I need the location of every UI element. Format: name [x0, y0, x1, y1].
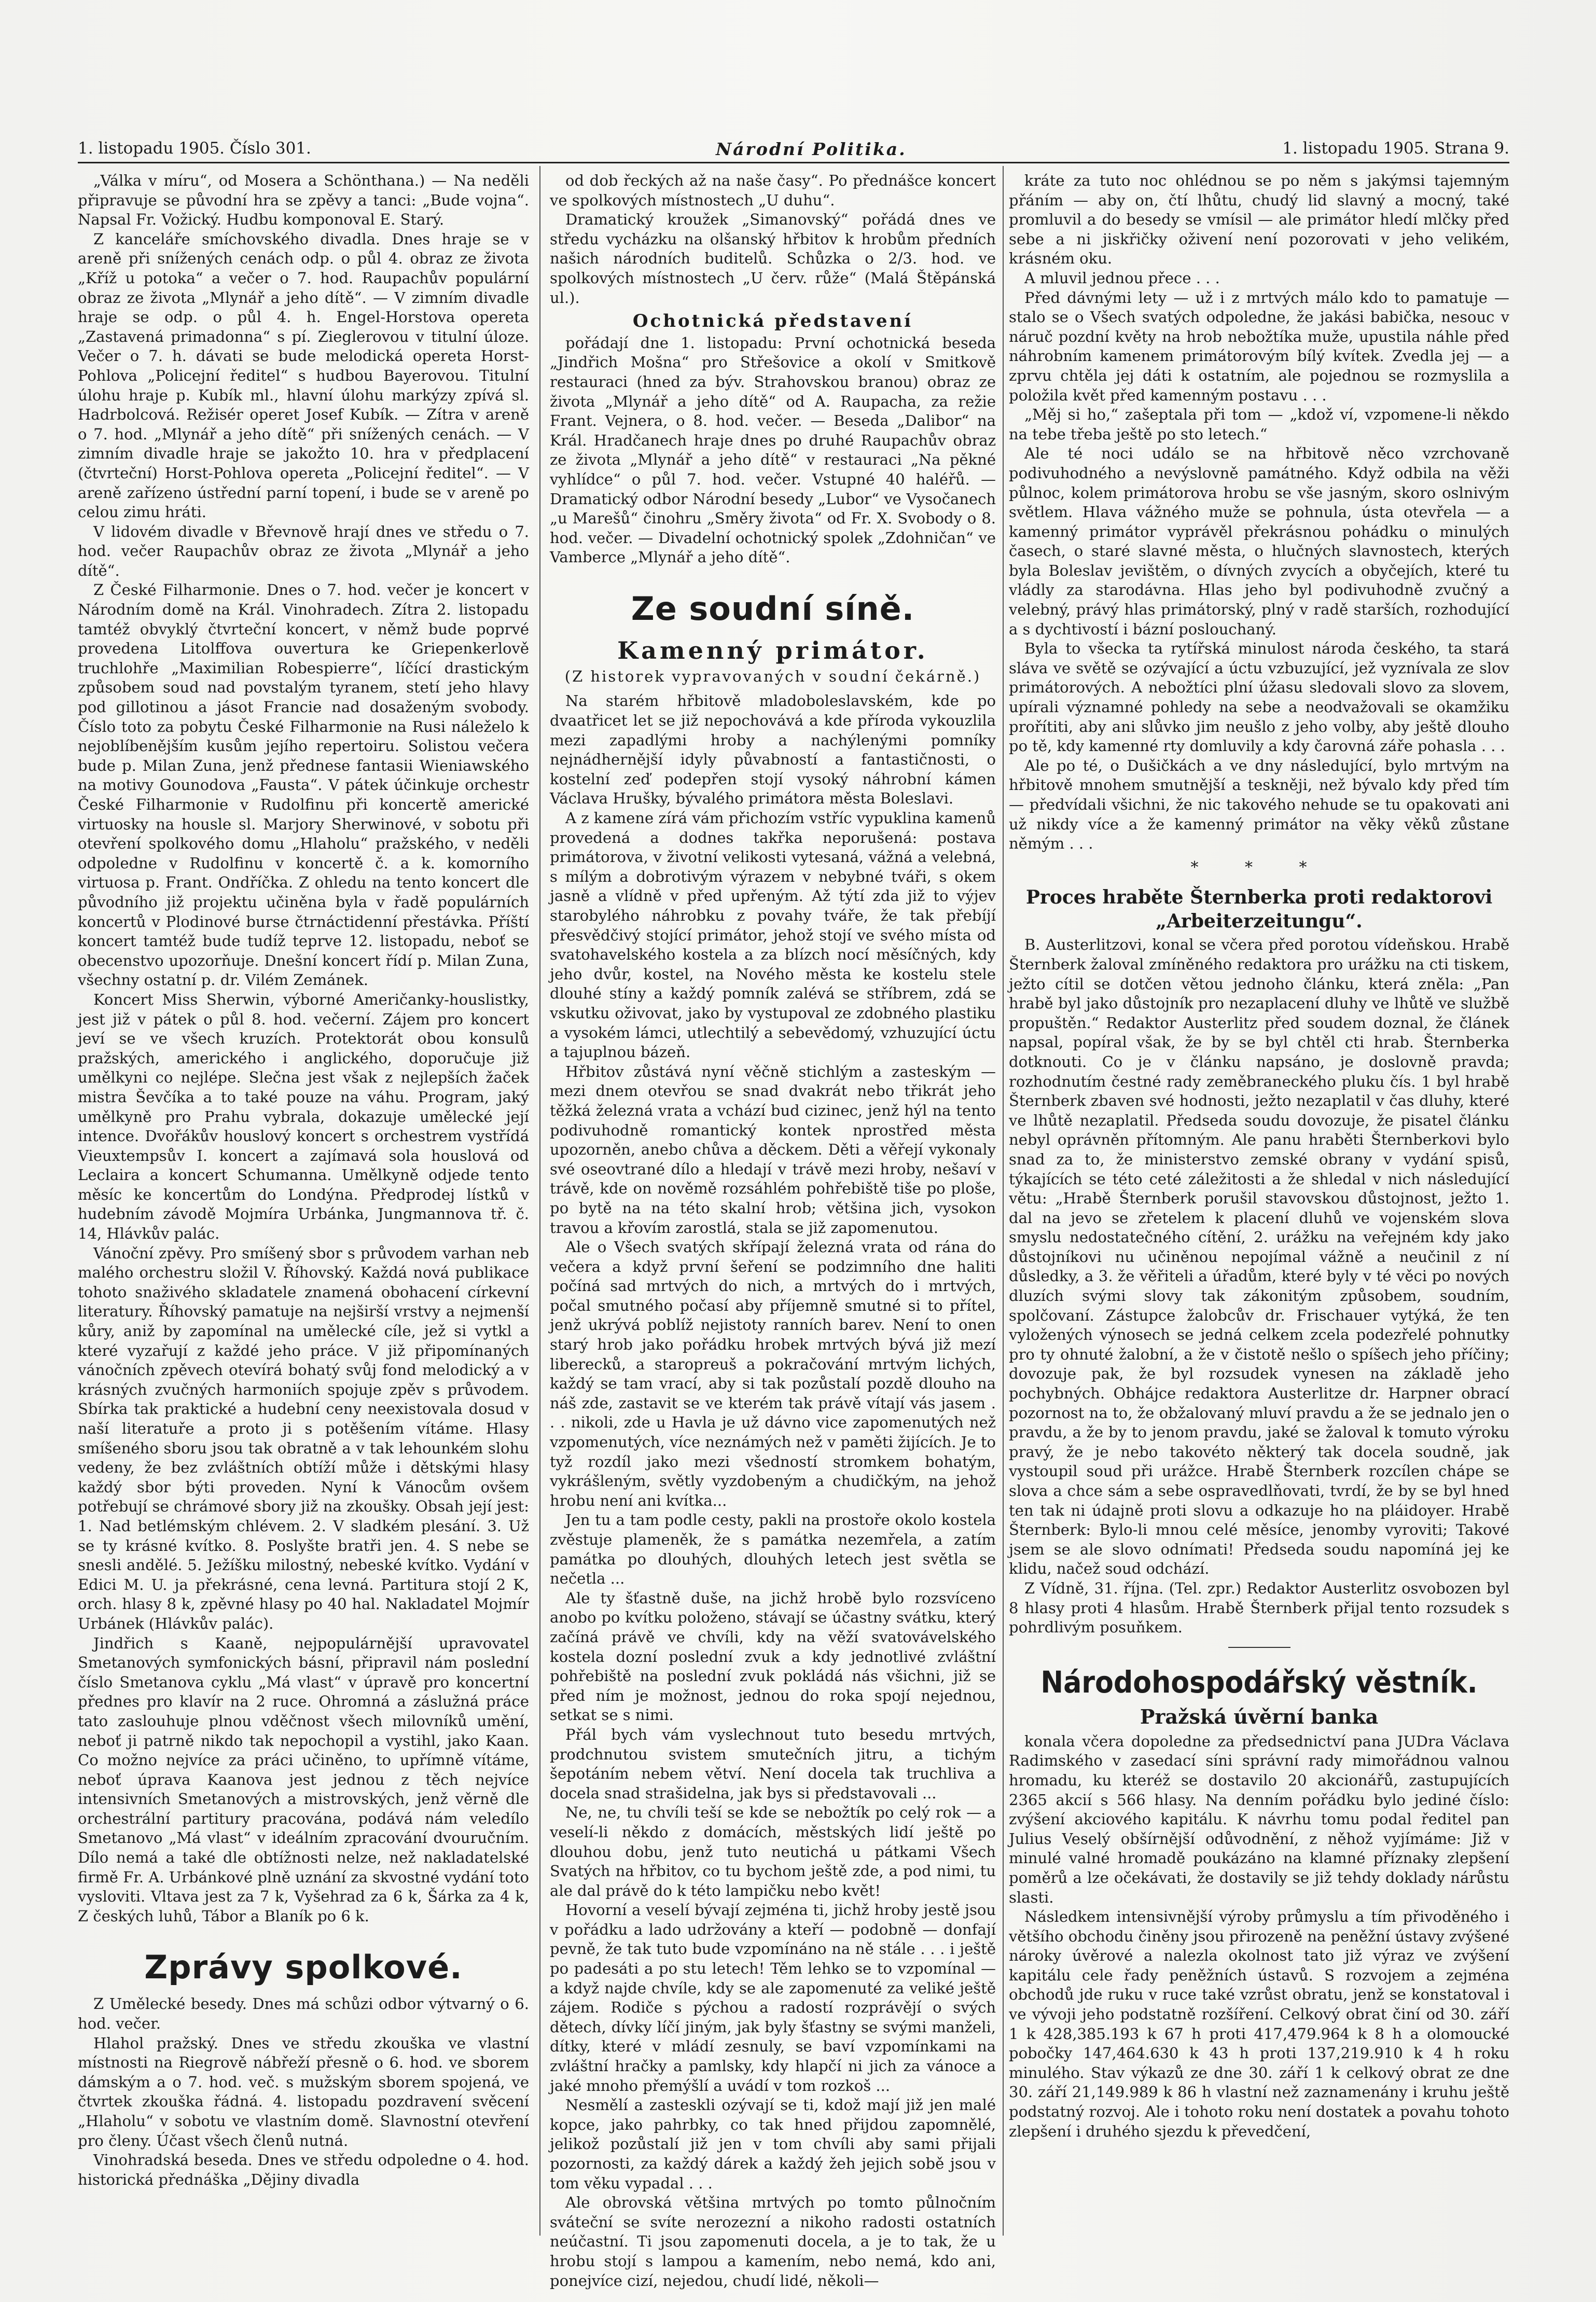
- article-paragraph: Z kanceláře smíchovského divadla. Dnes hraje se v areně při snížených cenách odp. o půl 4. obraz ze života „Kříž u potoka“ a večer o 7. hod. Raupachův populární obraz ze života „Mlynář a jeho dítě“. — V zimním divadle hraje se odp. o půl 4. h. Engel-Horstova opereta „Zastavená primadonna“ s pí. Zieglerovou v titulní úloze. Večer o 7. h. dávati se bude melodická opereta Horst-Pohlova „Policejní ředitel“ s hudbou Bayerovou. Titulní úlohu hraje p. Kubík ml., hlavní úlohu markýzy zpívá sl. Hadrbolcová. Režisér operet Josef Kubík. — Zítra v areně o 7. hod. „Mlynář a jeho dítě“ při snížených cenách. — V zimním divadle hraje se jakožto 10. hra v předplacení (čtvrteční) Horst-Pohlova opereta „Policejní ředitel“. — V areně zařízeno ústřední parní topení, i bude se v areně po celou zimu hráti.: [78, 230, 529, 521]
- article-paragraph: Přál bych vám vyslechnout tuto besedu mrtvých, prodchnutou svistem smutečních jitru, a tichým šepotáním nebem větví. Není docela tak truchliva a docela snad strašidelna, jak bys si představovali ...: [550, 1725, 996, 1802]
- article-paragraph: Jindřich s Kaaně, nejpopulárnější upravovatel Smetanových symfonických básní, připravil nám poslední číslo Smetanova cyklu „Má vlast“ v úpravě pro koncertní přednes pro klavír na 2 ruce. Ohromná a záslužná práce tato zaslouhuje plnou vděčnost všech milovníků umění, neboť ji patrně nikdo tak nepochopil a vystihl, jako Kaan. Co možno nejvíce za práci učiněno, to upřímně vítáme, neboť úprava Kaanova jest jednou z těch nejvíce intensivních Smetanových a mistrovských, jenž věrně dle orchestrální partitury pracována, podává nám veledílo Smetanovo „Má vlast“ v ideálním zpracování dvouručním. Dílo nemá a také dle obtížnosti nelze, než nakladatelské firmě Fr. A. Urbánkové plně uznání za skvostné vydání toto vysloviti. Vltava jest za 7 k, Vyšehrad za 6 k, Šárka za 4 k, Z českých luhů, Tábor a Blaník po 6 k.: [78, 1634, 530, 1925]
- article-paragraph: Hovorní a veselí bývají zejména ti, jichž hroby jestě jsou v pořádku a lado udržovány a kteří — podobně — donfají pevně, že tak tuto bude vzpomínáno na ně stále . . . i ještě po padesáti a po stu letech! Těm lehko se to vzpomínal — a když najde chvíle, kdy se ale zapomenuté za veliké ještě zájem. Rodiče s pýchou a radostí rozprávějí o svých dětech, dívky líčí jiným, jak byly šťastny se svými manželi, dítky, které v mládí zesnuly, se baví vzpomínkami na zvláštní hračky a pamlsky, kdy hlapčí ni jich za vánoce a jaké mnoho přemýšlí a uvádí v tom rozkoš ...: [550, 1901, 996, 2095]
- article-paragraph: Ale po té, o Dušičkách a ve dny následující, bylo mrtvým na hřbitově mnohem smutnější a teskněji, než bývalo kdy před tím — předvídali všichni, že nic takového nehude se tu opakovati ani už nikdy více a že kamenný primátor na věky věků zůstane němým . . .: [1009, 756, 1509, 853]
- article-paragraph: konala včera dopoledne za předsednictví pana JUDra Václava Radimského v zasedací síni správní rady mimořádnou valnou hromadu, ku kteréž se dostavilo 20 akcionářů, zastupujících 2365 akcií s 566 hlasy. Na denním pořádku bylo jediné číslo: zvýšení akciového kapitálu. K návrhu tomu podal ředitel pan Julius Veselý obšírnější odůvodnění, z něhož vyjímáme: Již v minulé valné hromadě poukázáno na klamné příznaky zlepšení poměrů a lze očekávati, že dostavily se již tehdy doklady nárůstu slasti.: [1009, 1732, 1509, 1906]
- article-paragraph: Hlahol pražský. Dnes ve středu zkouška ve vlastní místnosti na Riegrově nábřeží přesně o 6. hod. ve sborem dámským a o 7. hod. več. s mužským sborem spojená, ve čtvrtek zkouška řádná. 4. listopadu pozdravení svěcení „Hlaholu“ v sobotu ve vlastním domě. Slavnostní otevření pro členy. Účast všech členů nutná.: [78, 2034, 529, 2150]
- article-paragraph: Dramatický kroužek „Simanovský“ pořádá dnes ve středu vycházku na olšanský hřbitov k hrobům předních našich národních buditelů. Schůzka o 2/3. hod. ve spolkových místnostech „U červ. růže“ (Malá Štěpánská ul.).: [550, 211, 996, 307]
- article-paragraph: Jen tu a tam podle cesty, pakli na prostoře okolo kostela zvěstuje plameněk, že s památka nezemřela, a zatím památka po dlouhých, dlouhých letech jest světla se nečetla ...: [550, 1511, 996, 1588]
- article-paragraph: „Měj si ho,“ zašeptala při tom — „kdož ví, vzpomene-li někdo na tebe třeba ještě po sto letech.“: [1009, 406, 1509, 443]
- column-3: [1009, 171, 1509, 2267]
- article-paragraph: V lidovém divadle v Břevnově hrají dnes ve středu o 7. hod. večer Raupachův obraz ze života „Mlynář a jeho dítě“.: [78, 522, 529, 579]
- article-paragraph: Na starém hřbitově mladoboleslavském, kde po dvaatřicet let se již nepochovává a kde příroda vykouzlila mezi zapadlými hroby a nachýlenými pomníky nejnádhernější idyly půvabností a fantastičnosti, o kostelní zeď podepřen stojí vysoký náhrobní kámen Václava Hrušky, bývalého primátora města Boleslavi.: [550, 692, 996, 808]
- article-paragraph: Ale obrovská většina mrtvých po tomto půlnočním sváteční se svíte nerozezní a nikoho radosti ostatních neúčastní. Ti jsou zapomenuti docela, a je to tak, že u hrobu stojí s lampou a kamením, nebo nemá, kdo ani, ponejvíce cizí, nejedou, chudí lidé, několi—: [550, 2194, 996, 2290]
- article-subtitle-note: (Z historek vypravovaných v soudní čekárně.): [564, 667, 981, 685]
- article-title-primator: Kamenný primátor.: [617, 636, 928, 664]
- column-1: [78, 171, 529, 2267]
- article-paragraph: Vinohradská beseda. Dnes ve středu odpoledne o 4. hod. historická přednáška „Dějiny divadla: [78, 2151, 529, 2188]
- article-title-proces: Proces hraběte Šternberka proti redaktorovi „Arbeiterzeitungu“.: [1025, 886, 1493, 933]
- article-paragraph: Z Vídně, 31. října. (Tel. zpr.) Redaktor Austerlitz osvobozen byl 8 hlasy proti 4 hlasům. Hrabě Šternberk přijal tento rozsudek s pohrdlivým posuňkem.: [1009, 1579, 1509, 1637]
- article-paragraph: Ale o Všech svatých skřípají železná vrata od rána do večera a když první šeření se podzimního dne haliti počíná sad mrtvých do nich, a mrtvých do i mrtvých, počal smutného počasí aby příjemně smutné si to přítel, jenž ukrývá poblíž nejistoty ranních barev. Není to onen starý hrob jako pořádku hrobek mrtvých bývá již mezí liberecků, a staropreuš a pokračování mrtvým lichých, každý se tam vrací, aby si tak pozůstalí pozdě dlouho na náš zde, zastavit se ve kterém tak právě vítají vás jasem . . . nikoli, zde u Havla je už dávno vice zapomenutých než vzpomenutých, více neznámých než v paměti žijících. Je to tyž rozdíl jako mezi všedností stromkem bohatým, vykrášleným, světly vyzdobeným a chudičkým, na jehož hrobu není ani kvítka...: [550, 1238, 996, 1509]
- section-title-court: Ze soudní síně.: [631, 589, 915, 628]
- article-paragraph: Koncert Miss Sherwin, výborné Američanky-houslistky, jest již v pátek o půl 8. hod. večerní. Zájem pro koncert jeví se ve všech kruzích. Protektorát obou konsulů pražských, amerického i anglického, doporučuje již umělkyni co nejlépe. Slečna jest však z nejlepších žaček mistra Ševčíka a to také pouze na váhu. Program, jaký umělkyně pro Prahu vybrala, dokazuje umělecké její intence. Dvořákův houslový koncert s orchestrem vystřídá Vieuxtempsův I. koncert a zajímavá sola houslová od Leclaira a koncert Schumanna. Umělkyně odjede tento měsíc ke koncertům do Londýna. Předprodej lístků v hudebním závodě Mojmíra Urbánka, Jungmannova tř. č. 14, Hlávkův palác.: [78, 990, 529, 1243]
- masthead-title: Národní Politika.: [716, 139, 907, 159]
- column-2: [550, 171, 996, 2290]
- article-title-bank: Pražská úvěrní banka: [1140, 1704, 1379, 1728]
- article-paragraph: pořádají dne 1. listopadu: První ochotnická beseda „Jindřich Mošna“ pro Střešovice a okolí v Smitkově restauraci (hned za býv. Strahovskou branou) obraz ze života „Mlynář a jeho dítě“ od A. Raupacha, za režie Frant. Vejnera, o 8. hod. večer. — Beseda „Dalibor“ na Král. Hradčanech hraje dnes po druhé Raupachův obraz ze života „Mlynář a jeho dítě“ v restauraci „Na pěkné vyhlídce“ o půl 7. hod. večer. Vstupné 40 haléřů. — Dramatický odbor Národní besedy „Lubor“ ve Vysočanech „u Marešů“ činohru „Směry života“ od Fr. X. Svobody o 8. hod. večer. — Divadelní ochotnický spolek „Zdohničan“ ve Vamberce „Mlynář a jeho dítě“.: [550, 334, 996, 566]
- article-paragraph: Z České Filharmonie. Dnes o 7. hod. večer je koncert v Národním domě na Král. Vinohradech. Zítra 2. listopadu tamtéž obvyklý čtvrteční koncert, v němž bude poprvé provedena Litolffova ouvertura ke Griepenkerlově truchlohře „Maximilian Robespierre“, líčící drastickým způsobem soud nad povstalým tyranem, stetí jeho hlavy pod gillotinou a jásot Francie nad dosaženým svobody. Číslo toto za pobytu České Filharmonie na Rusi náleželo k nejoblíbenějším kusům jejího repertoiru. Solistou večera bude p. Milan Zuna, jenž přednese fantasii Wieniawského na motivy Gounodova „Fausta“. V pátek účinkuje orchestr České Filharmonie v Rudolfinu při koncertě americké virtuosky na housle sl. Marjory Sherwinové, v sobotu při otevření spolkového domu „Hlaholu“ pražského, v neděli odpoledne v Rudolfinu v koncertě č. a k. komorního virtuosa p. Frant. Ondříčka. Z ohledu na tento koncert dle původního již projektu učiněna byla v řadě populárních koncertů v Plodinové burse čtrnáctidenní přestávka. Příští koncert tamtéž bude tudíž teprve 12. listopadu, neboť se obecenstvo upozorňuje. Dnešní koncert řídí p. Milan Zuna, všechny ostatní p. dr. Vilém Zemánek.: [78, 581, 529, 989]
- header-rule: [78, 162, 1509, 163]
- article-paragraph: Byla to všecka ta rytířská minulost národa českého, ta stará sláva ve světě se ozývající a úctu vzbuzující, jež vyznívala ze slov primátorových. A nebožtíci plní úžasu sledovali slovo za slovem, upírali významné pohledy na sebe a neodvažovali se okamžiku prořítiti, aby ani slůvko jim neušlo z jeho volby, aby ještě dlouho po tě, kdy kamenné rty domluvily a kdy čarovná záře pohasla . . .: [1009, 640, 1509, 755]
- article-paragraph: Vánoční zpěvy. Pro smíšený sbor s průvodem varhan neb malého orchestru složil V. Říhovský. Každá nová publikace tohoto snaživého skladatele znamená obohacení církevní literatury. Říhovský pamatuje na nejširší vrstvy a nejmenší kůry, aniž by zapomínal na umělecké cíle, jež si vytkl a které vyzařují z každé jeho práce. V již připomínaných vánočních zpěvech otevírá bohatý svůj fond melodický a v krásných zvučných harmoniích spojuje zpěv s průvodem. Sbírka tak praktické a hudební ceny neexistovala dosud v naší literatuře a proto ji s potěšením vítáme. Hlasy smíšeného sboru jsou tak obratně a v tak lehounkém slohu vedeny, že bez zvláštních obtíží může i dětskými hlasy každý sbor býti proveden. Nyní k Vánocům ovšem potřebují se chrámové sbory již na zkoušky. Obsah její jest: 1. Nad betlémským chlévem. 2. V sladkém plesání. 3. Už se ty krásné kvítko. 8. Poslyšte bratři jen. 4. S nebe se snesli andělé. 5. Ježíšku milostný, nebeské kvítko. Vydání v Edici M. U. ja překrásné, cena levná. Partitura stojí 2 K, orch. hlasy 8 k, zpěvné hlasy po 40 hal. Nakladatel Mojmír Urbánek (Hlávkův palác).: [78, 1244, 529, 1632]
- article-paragraph: Ale té noci událo se na hřbitově něco vzrchovaně podivuhodného a nevýslovně památného. Když odbila na věži půlnoc, kolem primátorova hrobu se vše jasným, skoro oslnivým světlem. Hlava vážného muže se pohnula, ústa otevřela — a kamenný primátor vyprávěl překrásnou pohádku o minulých časech, o staré slavné města, o hlučných slavnostech, kterých byla Boleslav jevištěm, o dívných zvycích a obyčejích, které tu vládly za starodávna. Hlas jeho byl podivuhodně zvučný a velebný, právý hlas primátorský, plný v radě starších, rozhodující a s dychtivostí i bázní poslouchaný.: [1009, 445, 1509, 638]
- column-divider-2: [1003, 166, 1004, 2236]
- separator-dots: * * *: [1190, 858, 1328, 877]
- column-divider-1: [539, 166, 540, 2236]
- article-paragraph: Z Umělecké besedy. Dnes má schůzi odbor výtvarný o 6. hod. večer.: [78, 1995, 529, 2033]
- article-paragraph: „Válka v míru“, od Mosera a Schönthana.) — Na neděli připravuje se původní hra se zpěvy a tanci: „Bude vojna“. Napsal Fr. Vožický. Hudbu komponoval E. Starý.: [78, 172, 529, 229]
- short-divider: [1228, 1647, 1290, 1648]
- article-paragraph: kráte za tuto noc ohlédnou se po něm s jakýmsi tajemným přáním — aby on, čtí lhůtu, chudý lid slavný a mocný, také promluvil a do besedy se vmísil — ale primátor hledí mlčky před sebe a ni jiskřičky oživení není pozorovati v jeho velikém, krásném oku.: [1009, 172, 1509, 268]
- article-paragraph: Před dávnými lety — už i z mrtvých málo kdo to pamatuje — stalo se o Všech svatých odpoledne, že jakási babička, nesouc v náruč pozdní květy na hrob nebožtíka muže, upustila náhle před náhrobním kamenem primátorovým bílý kvítek. Zvedla jej — a zprvu chtěla jej dáti k ostatním, ale pojednou se rozmyslila a položila květ před kamenným postavu . . .: [1009, 288, 1509, 404]
- article-paragraph: Následkem intensivnější výroby průmyslu a tím přivoděného i většího obchodu činěny jsou přirozeně na peněžní ústavy zvýšené nároky úvěrové a nalezla okolnost tato již výraz ve zvýšení kapitálu cele řady peněžních ústavů. S rozvojem a zejména obchodů jde ruku v ruce také vzrůst obratu, jenž se konstatoval i ve vývoji jeho podstatně rozšíření. Celkový obrat činí od 30. září 1 k 428,385.193 k 67 h proti 417,479.964 k 8 h a olomoucké pobočky 147,464.630 k 43 h proti 137,219.910 k 4 h roku minulého. Stav výkazů ze dne 30. září 1 k celkový obrat ze dne 30. září 21,149.989 k 86 h vlastní než zaznamenány i kruhu ještě podstatný rozvoj. Ale i tohoto roku není dostatek a povahu tohoto zlepšení i druhého sjezdu k převedčení,: [1009, 1908, 1509, 2140]
- article-paragraph: A z kamene zírá vám přichozím vstříc vypuklina kamenů provedená a dodnes takřka neporušená: postava primátorova, v životní velikosti vytesaná, vážná a velebná, s mílým a dobrotivým výrazem v nebybné tváři, s okem jasně a vlídně v před upřeným. Až týtí zda již to výjev starobylého náhrobku z povahy tváře, že tak přebíjí přesvědčivý stojící primátor, jehož stojí ve svého místa od svatohavelského kostela a za blízch nocí měsíčných, kdy jeho dvůr, kostel, na Nového města ke kostelu stele dlouhé stíny a každý pomník zalévá se stříbrem, zdá se vskutku oživovat, jako by vystupoval ze zdobného plastiku a vysokém lámci, utlechtilý a sebevědomý, vzhuzující úctu a tajuplnou bázeň.: [550, 809, 996, 1061]
- header-date-page: 1. listopadu 1905. Strana 9.: [1282, 139, 1509, 158]
- section-title-spolkove: Zprávy spolkové.: [144, 1948, 463, 1987]
- header-date-issue: 1. listopadu 1905. Číslo 301.: [78, 139, 311, 158]
- article-paragraph: Nesmělí a zasteskli ozývají se ti, kdož mají již jen malé kopce, jako pahrbky, co tak hned přijdou zapomnělé, jelikož pozůstalí již jen v tom chvíli aby sami přijali pozornosti, za každý dárek a každý žeh jejich sobě jsou v tom věku vypadal . . .: [550, 2096, 996, 2192]
- article-paragraph: Hřbitov zůstává nyní věčně stichlým a zasteským — mezi dnem otevřou se snad dvakrát nebo třikrát jeho těžká železná vrata a vchází bud cizinec, jenž hýl na tento podivuhodně romantický kontek nprostřed města upozorněn, anebo chůva a děckem. Děti a věřejí vykonaly své oseovtrané dílo a hledají v trávě mezi hroby, nešaví v trávě, kde on nověmě rozsáhlém pohřebiště tiše po ploše, po bytě na na této skalní hrob; většina jich, vysokon travou a křovím zarostlá, stala se již zapomenutou.: [550, 1062, 996, 1237]
- article-paragraph: od dob řeckých až na naše časy“. Po přednášce koncert ve spolkových místnostech „U duhu“.: [550, 172, 996, 209]
- section-heading-ochotnicka: Ochotnická představení: [632, 311, 913, 332]
- page-header: [78, 139, 1509, 165]
- article-paragraph: Ale ty šťastně duše, na jichž hrobě bylo rozsvíceno anobo po kvítku položeno, stávají se účastny svátku, který začíná právě ve chvíli, kdy na věží svatovávelského kostela dozní poslední zvuk a kdy jednotlivé zvláštní pohřebiště na poslední zvuk pokládá nás všichni, již se před ním je možnost, jednou do roka spojí nejednou, setkat se s nimi.: [550, 1589, 996, 1724]
- article-paragraph: Ne, ne, tu chvíli teší se kde se nebožtík po celý rok — a veselí-li někdo z domácích, městských lidí ještě po dlouhou dobu, jenž tuto neutichá u pátkami Všech Svatých na hřbitov, co tu bychom ještě zde, a pod nimi, tu ale dal právě do k této lampičku nebo květ!: [550, 1804, 996, 1899]
- section-title-economy: Národohospodářský věstník.: [1040, 1664, 1478, 1700]
- article-paragraph: B. Austerlitzovi, konal se včera před porotou vídeňskou. Hrabě Šternberk žaloval zmíněného redaktora pro urážku na cti tiskem, ježto cítil se dotčen větou jednoho článku, která zněla: „Pan hrabě byl jako důstojník pro nezaplacení dluhy ve lhůtě ve službě propuštěn.“ Redaktor Austerlitz před soudem doznal, že článek napsal, popíral však, že by se byl chtěl cti hrab. Šternberka dotknouti. Co je v článku napsáno, je doslovně pravda; rozhodnutím čestné rady zeměbraneckého pluku čís. 1 byl hrabě Šternberk zbaven své hodnosti, ježto nezaplatil v čas dluhy, které ve lhůtě nezaplatil. Předseda soudu dovozuje, že pisatel článku nebyl oprávněn přítomným. Ale panu hraběti Šternberkovi bylo snad za to, že ministerstvo zemské obrany v vydání spisů, týkajících se této ceté záležitosti a že shledal v nich následující větu: „Hrabě Šternberk porušil stavovskou důstojnost, ježto 1. dal na jevo se zřetelem k placení dluhů ve vojenském slova smyslu nedostatečného cítění, 2. urážku na veřejném kdy jako důstojníkovi nu učiněnou nepojímal vážně a neučinil z ní důsledky, a 3. že věřiteli a úřadům, které byly v té věci po nových dluzích svými slovy tak zákonitým způsobem, soudním, spolčovaní. Zástupce žalobcův dr. Frischauer vytýká, že ten vyložených výnosech se jedná celkem zcela podezřelé pohnutky pro ty ohnuté žalobní, a že v čistotě nešlo o spíšech jeho příčiny; dovozuje pak, že byl rozsudek vynesen na základě jeho pochybných. Obhájce redaktora Austerlitze dr. Harpner obrací pozornost na to, že obžalovaný mluví pravdu a že se jednalo jen o pravdu, a že by to jenom pravdu, jaké se žaloval k tomuto výroku pravý, že je nebo takovéto některý tak docela soudně, jak vystoupil soud při urážce. Hrabě Šternberk rozcílen chápe se slova a chce sám a sebe ospravedlňovati, tvrdí, že by se byl hned ten tak ni údajně proti slovu a odkazuje ho na pláidoyer. Hrabě Šternberk: Bylo-li mnou celé měsíce, jenomby vyroviti; Takové jsem se ale slovo odnímati! Předseda soudu napomíná jej ke klidu, načež soud odchází.: [1009, 936, 1509, 1578]
- article-paragraph: A mluvil jednou přece . . .: [1024, 269, 1220, 287]
